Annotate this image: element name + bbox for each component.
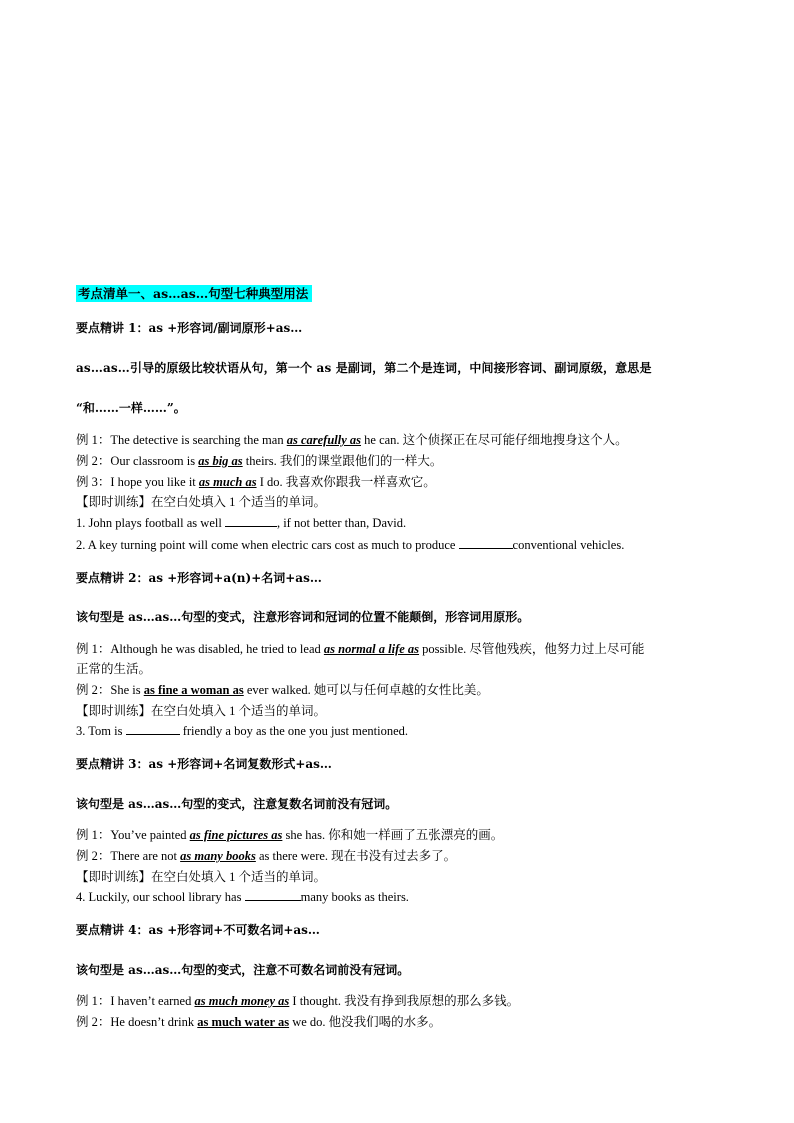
example-2-1-cont: 正常的生活。	[76, 662, 152, 676]
example-2-1: 例 1：Although he was disabled, he tried to lead as normal a life as possible. 尽管他残疾，他努力过上尽可能	[76, 642, 645, 656]
example-1-2: 例 2：Our classroom is as big as theirs. 我们的课堂跟他们的一样大。	[76, 454, 443, 468]
point-3-heading: 要点精讲 3：as +形容词+名词复数形式+as…	[76, 757, 332, 771]
example-3-2: 例 2：There are not as many books as there were. 现在书没有过去多了。	[76, 849, 457, 863]
question-2: 2. A key turning point will come when electric cars cost as much to produce conventional vehicles.	[76, 538, 625, 552]
key-phrase: as much water as	[197, 1015, 290, 1029]
answer-blank-2[interactable]	[459, 537, 513, 549]
example-3-1: 例 1：You’ve painted as fine pictures as she has. 你和她一样画了五张漂亮的画。	[76, 828, 504, 842]
key-phrase: as carefully as	[286, 433, 362, 447]
example-1-3: 例 3：I hope you like it as much as I do. 我喜欢你跟我一样喜欢它。	[76, 475, 436, 489]
point-4-explain: 该句型是 as…as…句型的变式，注意不可数名词前没有冠词。	[76, 963, 410, 977]
answer-blank-1[interactable]	[225, 515, 277, 527]
example-4-2: 例 2：He doesn’t drink as much water as we do. 他没我们喝的水多。	[76, 1015, 442, 1029]
key-phrase: as much as	[198, 475, 257, 489]
key-phrase: as many books	[180, 849, 256, 863]
point-1-explain-line2: “和……一样……”。	[76, 401, 186, 415]
key-phrase: as normal a life as	[323, 642, 420, 656]
point-3-explain: 该句型是 as…as…句型的变式，注意复数名词前没有冠词。	[76, 797, 398, 811]
practice-label-3: 【即时训练】在空白处填入 1 个适当的单词。	[76, 870, 327, 884]
practice-label-2: 【即时训练】在空白处填入 1 个适当的单词。	[76, 704, 327, 718]
key-phrase: as big as	[198, 454, 243, 468]
practice-label-1: 【即时训练】在空白处填入 1 个适当的单词。	[76, 495, 327, 509]
key-phrase: as fine a woman as	[143, 683, 244, 697]
question-4: 4. Luckily, our school library has many books as theirs.	[76, 890, 409, 904]
example-4-1: 例 1：I haven’t earned as much money as I thought. 我没有挣到我原想的那么多钱。	[76, 994, 520, 1008]
section-title: 考点清单一、as…as…句型七种典型用法	[76, 286, 312, 302]
example-2-2: 例 2：She is as fine a woman as ever walked. 她可以与任何卓越的女性比美。	[76, 683, 489, 697]
question-1: 1. John plays football as well , if not better than, David.	[76, 516, 407, 530]
point-1-explain-line1: as…as…引导的原级比较状语从句，第一个 as 是副词，第二个是连词，中间接形容词、副词原级，意思是	[76, 361, 652, 375]
point-2-explain: 该句型是 as…as…句型的变式，注意形容词和冠词的位置不能颠倒，形容词用原形。	[76, 610, 530, 624]
point-2-heading: 要点精讲 2：as +形容词+a(n)+名词+as…	[76, 571, 322, 585]
answer-blank-4[interactable]	[245, 889, 301, 901]
question-3: 3. Tom is friendly a boy as the one you just mentioned.	[76, 724, 409, 738]
point-1-heading: 要点精讲 1：as +形容词/副词原形+as…	[76, 321, 303, 335]
key-phrase: as much money as	[194, 994, 290, 1008]
point-4-heading: 要点精讲 4：as +形容词+不可数名词+as…	[76, 923, 320, 937]
key-phrase: as fine pictures as	[189, 828, 283, 842]
example-1-1: 例 1：The detective is searching the man as carefully as he can. 这个侦探正在尽可能仔细地搜身这个人。	[76, 433, 628, 447]
answer-blank-3[interactable]	[126, 723, 180, 735]
